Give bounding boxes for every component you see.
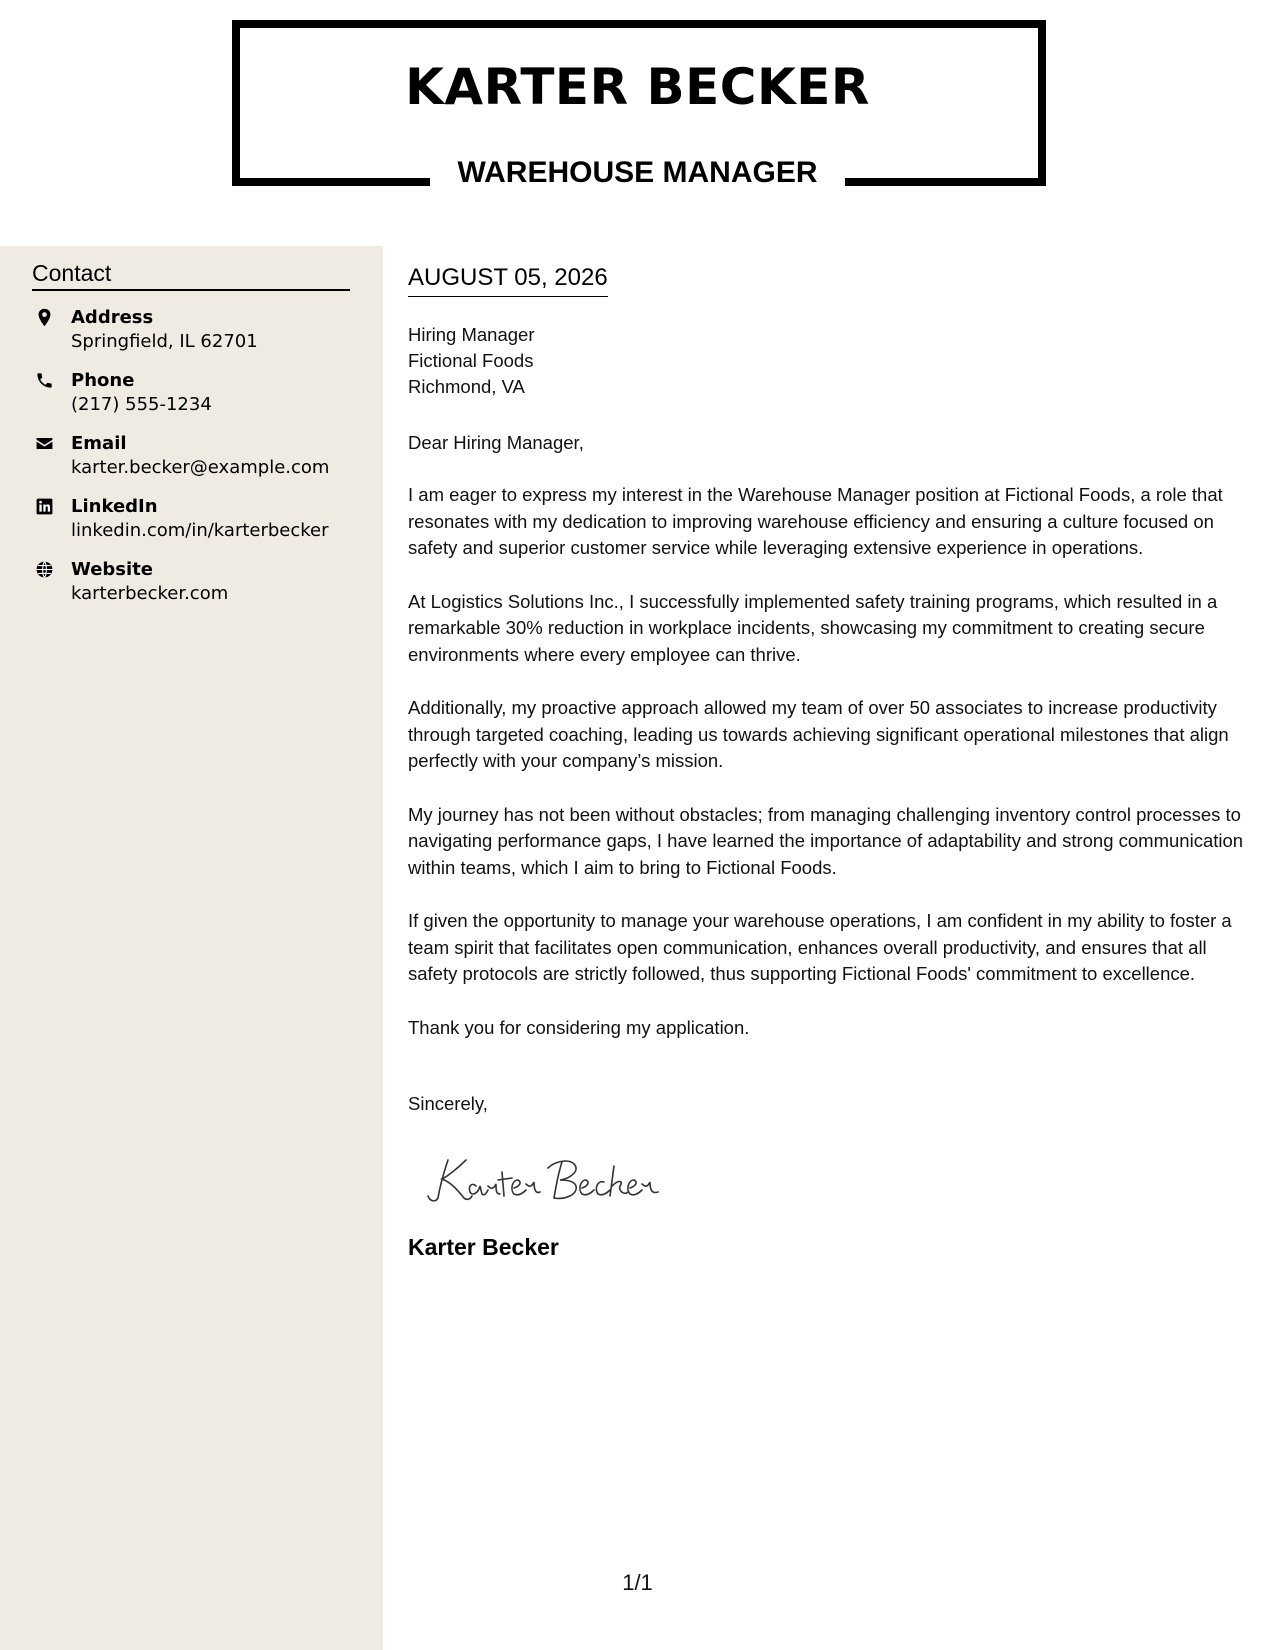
contact-item-website — [32, 558, 372, 621]
page-number: 1/1 — [622, 1570, 653, 1595]
paragraph-2: At Logistics Solutions Inc., I successfully implemented safety training programs, which resulted in a remarkable 30% reduction in workplace incidents, showcasing my commitment to creating secure environments where every employee can thrive. — [408, 590, 1218, 665]
map-pin-icon — [35, 308, 54, 327]
contact-label-email: Email — [71, 433, 127, 454]
paragraph-4: My journey has not been without obstacles; from managing challenging inventory control processes to navigating performance gaps, I have learned the importance of adaptability and strong communication within teams, which I aim to bring to Fictional Foods. — [408, 803, 1244, 878]
contact-item-linkedin — [32, 495, 372, 558]
linkedin-icon — [35, 497, 54, 516]
paragraph-5: If given the opportunity to manage your warehouse operations, I am confident in my ability to foster a team spirit that facilitates open communication, enhances overall productivity, and ensures that all safety protocols are strictly followed, thus supporting Fictional Foods' commitment to excellence. — [408, 910, 1232, 984]
recipient-block — [408, 322, 534, 400]
contact-label-website: Website — [71, 559, 154, 580]
closing: Sincerely, — [408, 1093, 488, 1114]
handwritten-signature — [426, 1146, 666, 1206]
contact-value-website: karterbecker.com — [71, 583, 229, 604]
phone-icon — [35, 371, 54, 390]
contact-sidebar — [0, 246, 383, 1650]
contact-label-phone: Phone — [71, 370, 135, 391]
recipient-title: Hiring Manager — [408, 324, 535, 345]
contact-item-email — [32, 432, 372, 495]
salutation: Dear Hiring Manager, — [408, 432, 584, 453]
contact-label-address: Address — [71, 307, 154, 328]
contact-value-email: karter.becker@example.com — [71, 457, 330, 478]
letter-paragraphs — [408, 482, 1258, 1068]
signer-name: Karter Becker — [408, 1234, 559, 1260]
contact-value-address: Springfield, IL 62701 — [71, 331, 258, 352]
contact-item-address — [32, 306, 372, 369]
letter-date: AUGUST 05, 2026 — [408, 264, 608, 297]
globe-icon — [35, 560, 54, 579]
recipient-location: Richmond, VA — [408, 376, 525, 397]
contact-item-phone — [32, 369, 372, 432]
paragraph-3: Additionally, my proactive approach allowed my team of over 50 associates to increase productivity through targeted coaching, leading us towards achieving significant operational milestones that align perfectly with your company’s mission. — [408, 697, 1229, 771]
contact-value-phone: (217) 555-1234 — [71, 394, 212, 415]
contact-label-linkedin: LinkedIn — [71, 496, 158, 517]
contact-value-linkedin: linkedin.com/in/karterbecker — [71, 520, 329, 541]
recipient-company: Fictional Foods — [408, 350, 534, 371]
contact-heading: Contact — [32, 260, 350, 291]
job-title: WAREHOUSE MANAGER — [457, 156, 818, 189]
paragraph-6: Thank you for considering my application. — [408, 1016, 750, 1038]
contact-list — [32, 306, 372, 621]
applicant-name: KARTER BECKER — [405, 58, 870, 116]
envelope-icon — [35, 434, 54, 453]
paragraph-1: I am eager to express my interest in the Warehouse Manager position at Fictional Foods, a role that resonates with my dedication to improving warehouse efficiency and ensuring a culture focused on safety and superior customer service while leveraging extensive experience in operations. — [408, 484, 1223, 558]
